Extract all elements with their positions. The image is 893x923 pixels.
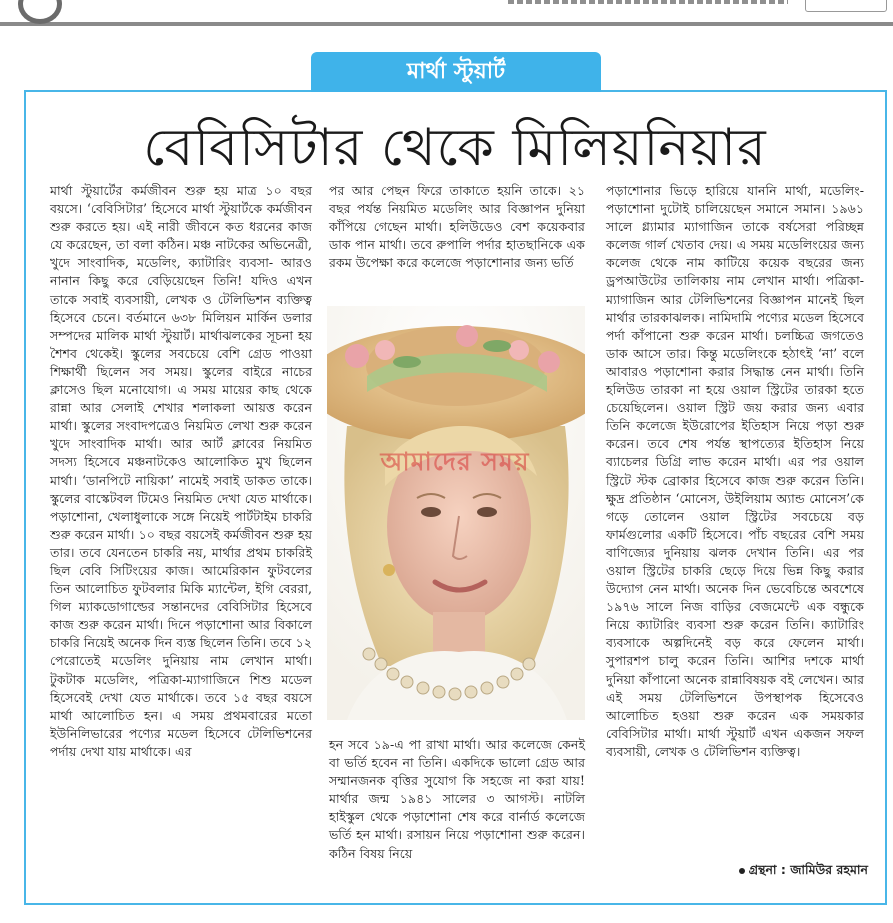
- author-credit: [716, 862, 868, 882]
- headline: বেবিসিটার থেকে মিলিয়নিয়ার: [143, 118, 767, 178]
- top-text-strip: [508, 0, 788, 4]
- bullet-icon: [739, 868, 745, 874]
- portrait-illustration-icon: [327, 306, 585, 720]
- top-right-box: [805, 0, 887, 12]
- article-column-3: পড়াশোনার ভিড়ে হারিয়ে যাননি মার্থা, মডেলিং-পড়াশোনা দুটোই চালিয়েছেন সমানে সমান। ১৯৬১ সালে গ্ল্যামার ম্যাগাজিন তাকে বর্ষসেরা পরিচ্ছন্ন কলেজ গার্ল খেতাব দেয়। এ সময় মডেলিংয়ের জন্য কলেজ থেকে নাম কাটিয়ে কয়েক বছরের জন্য ড্রপআউটের তালিকায় নাম লেখান মার্থা। পত্রিকা-ম্যাগাজিন আর টেলিভিশনের বিজ্ঞাপন মানেই ছিল মার্থার তারকাঝলক। নামিদামি পণ্যের মডেল হিসেবে পর্দা কাঁপানো শুরু করেন মার্থা। চলচ্চিত্র জগতেও ডাক আসে তার। কিন্তু মডেলিংকে হঠাৎই ‘না’ বলে আবারও পড়াশোনা করার সিদ্ধান্ত নেন মার্থা। তিনি হলিউড তারকা না হয়ে ওয়াল স্ট্রিটের তারকা হতে চেয়েছিলেন। ওয়াল স্ট্রিট জয় করার জন্য এবার তিনি কলেজে ইউরোপের ইতিহাস নিয়ে পড়া শুরু করেন। তবে শেষ পর্যন্ত স্থাপত্যের ইতিহাস নিয়ে ব্যাচেলর ডিগ্রি লাভ করেন মার্থা। এর পর ওয়াল স্ট্রিটে স্টক ব্রোকার হিসেবে কাজ শুরু করেন তিনি। ক্ষুদ্র প্রতিষ্ঠান ‘মোনেস, উইলিয়াম অ্যান্ড মোনেস’কে গড়ে তোলেন ওয়াল স্ট্রিটের সবচেয়ে বড় ফার্মগুলোর একটি হিসেবে। পাঁচ বছরের বেশি সময় বাণিজ্যের দুনিয়ায় ঝলক দেখান তিনি। এর পর ওয়াল স্ট্রিটের চাকরি ছেড়ে দিয়ে ভিন্ন কিছু করার উদ্যোগ নেন মার্থা। অনেক দিন ভেবেচিন্তে অবশেষে ১৯৭৬ সালে নিজ বাড়ির বেজমেন্টে এক বন্ধুকে নিয়ে ক্যাটারিং ব্যবসা শুরু করেন তিনি। ক্যাটারিং ব্যবসাকে অল্পদিনেই বড় করে ফেলেন মার্থা। সুপারশপ চালু করেন তিনি। আশির দশকে মার্থা দুনিয়া কাঁপানো অনেক রান্নাবিষয়ক বই লেখেন। আর এই সময় টেলিভিশনে উপস্থাপক হিসেবেও আলোচিত হওয়া শুরু করেন এক সময়কার বেবিসিটার মার্থা। মার্থা স্টুয়ার্ট এখন একজন সফল ব্যবসায়ী, লেখক ও টেলিভিশন ব্যক্তিত্ব।: [606, 183, 864, 759]
- logo-arc-icon: [18, 0, 62, 24]
- article-column-2-bottom: হন সবে ১৯-এ পা রাখা মার্থা। আর কলেজে কেনই বা ভর্তি হবেন না তিনি। একদিকে ভালো গ্রেড আর সম্মানজনক বৃত্তির সুযোগ কি সহজে না করা যায়! মার্থার জন্ম ১৯৪১ সালের ৩ আগস্ট। নাটলি হাইস্কুল থেকে পড়াশোনা শেষ করে বার্নার্ড কলেজে ভর্তি হন মার্থা। রসায়ন নিয়ে পড়াশোনা শুরু করেন। কঠিন বিষয় নিয়ে: [329, 737, 585, 861]
- article-column-2-top: পর আর পেছন ফিরে তাকাতে হয়নি তাকে। ২১ বছর পর্যন্ত নিয়মিত মডেলিং আর বিজ্ঞাপন দুনিয়া কাঁপিয়ে গেছেন মার্থা। হলিউডেও বেশ কয়েকবার ডাক পান মার্থা। তবে রুপালি পর্দার হাতছানিকে এক রকম উপেক্ষা করে কলেজে পড়াশোনার জন্য ভর্তি: [329, 183, 585, 271]
- portrait-photo: [327, 306, 585, 720]
- newspaper-watermark: আমাদের সময়: [380, 447, 530, 476]
- section-label: মার্থা স্টুয়ার্ট: [311, 52, 601, 92]
- top-page-strip: [0, 0, 893, 26]
- author-credit-text: গ্রন্থনা : জামিউর রহমান: [748, 862, 868, 877]
- article-column-1: মার্থা স্টুয়ার্টের কর্মজীবন শুরু হয় মাত্র ১০ বছর বয়সে। ‘বেবিসিটার’ হিসেবে মার্থা স্টুয়ার্টকে কর্মজীবন শুরু করতে হয়। এই নারী জীবনে কত ধরনের কাজ যে করেছেন, তা বলা কঠিন। মঞ্চ নাটকের অভিনেত্রী, খুদে সাংবাদিক, মডেলিং, ক্যাটারিং ব্যবসা- আরও নানান কিছু করে বেড়িয়েছেন তিনি! যদিও এখন তাকে সবাই ব্যবসায়ী, লেখক ও টেলিভিশন ব্যক্তিত্ব হিসেবে চেনে। বর্তমানে ৬৩৮ মিলিয়ন মার্কিন ডলার সম্পদের মালিক মার্থা স্টুয়ার্ট। মার্থাঝলকের সূচনা হয় শৈশব থেকেই। স্কুলের সবচেয়ে বেশি গ্রেড পাওয়া শিক্ষার্থী ছিলেন সব সময়। স্কুলের বাইরে নাচের ক্লাসেও ছিল মনোযোগ। এ সময় মায়ের কাছ থেকে রান্না আর সেলাই শেখার শলাকলা আয়ত্ত করেন মার্থা। স্কুলের সংবাদপত্রেও নিয়মিত লেখা শুরু করেন খুদে সাংবাদিক মার্থা। আর আর্ট ক্লাবের নিয়মিত সদস্য হিসেবে মঞ্চনাটকেও আলোকিত মুখ ছিলেন মার্থা। ‘ডানপিটে নায়িকা’ নামেই সবাই ডাকত তাকে। স্কুলের বাস্কেটবল টিমেও নিয়মিত দেখা যেত মার্থাকে। পড়াশোনা, খেলাধুলাকে সঙ্গে নিয়েই পার্টটাইম চাকরি শুরু করেন মার্থা। ১০ বছর বয়সেই কর্মজীবন শুরু হয় তার। তবে যেনতেন চাকরি নয়, মার্থার প্রথম চাকরিই ছিল বেবি সিটিংয়ের কাজ। আমেরিকান ফুটবলের তিন আলোচিত ফুটবলার মিকি ম্যান্টেল, ইগি বেররা, গিল ম্যাকডোগাল্ডের সন্তানদের বেবিসিটার হিসেবে কাজ শুরু করেন মার্থা। দিনে পড়াশোনা আর বিকালে চাকরি নিয়েই অনেক দিন ব্যস্ত ছিলেন তিনি। তবে ১২ পেরোতেই মডেলিং দুনিয়ায় নাম লেখান মার্থা। টুকটাক মডেলিং, পত্রিকা-ম্যাগাজিনে শিশু মডেল হিসেবেই দেখা যেত মার্থাকে। তবে ১৫ বছর বয়সে মার্থা আলোচিত হন। এ সময় প্রথমবারের মতো ইউনিলিভারের পণ্যের মডেল হিসেবে টেলিভিশনের পর্দায় দেখা যায় মার্থাকে। এর: [50, 183, 312, 759]
